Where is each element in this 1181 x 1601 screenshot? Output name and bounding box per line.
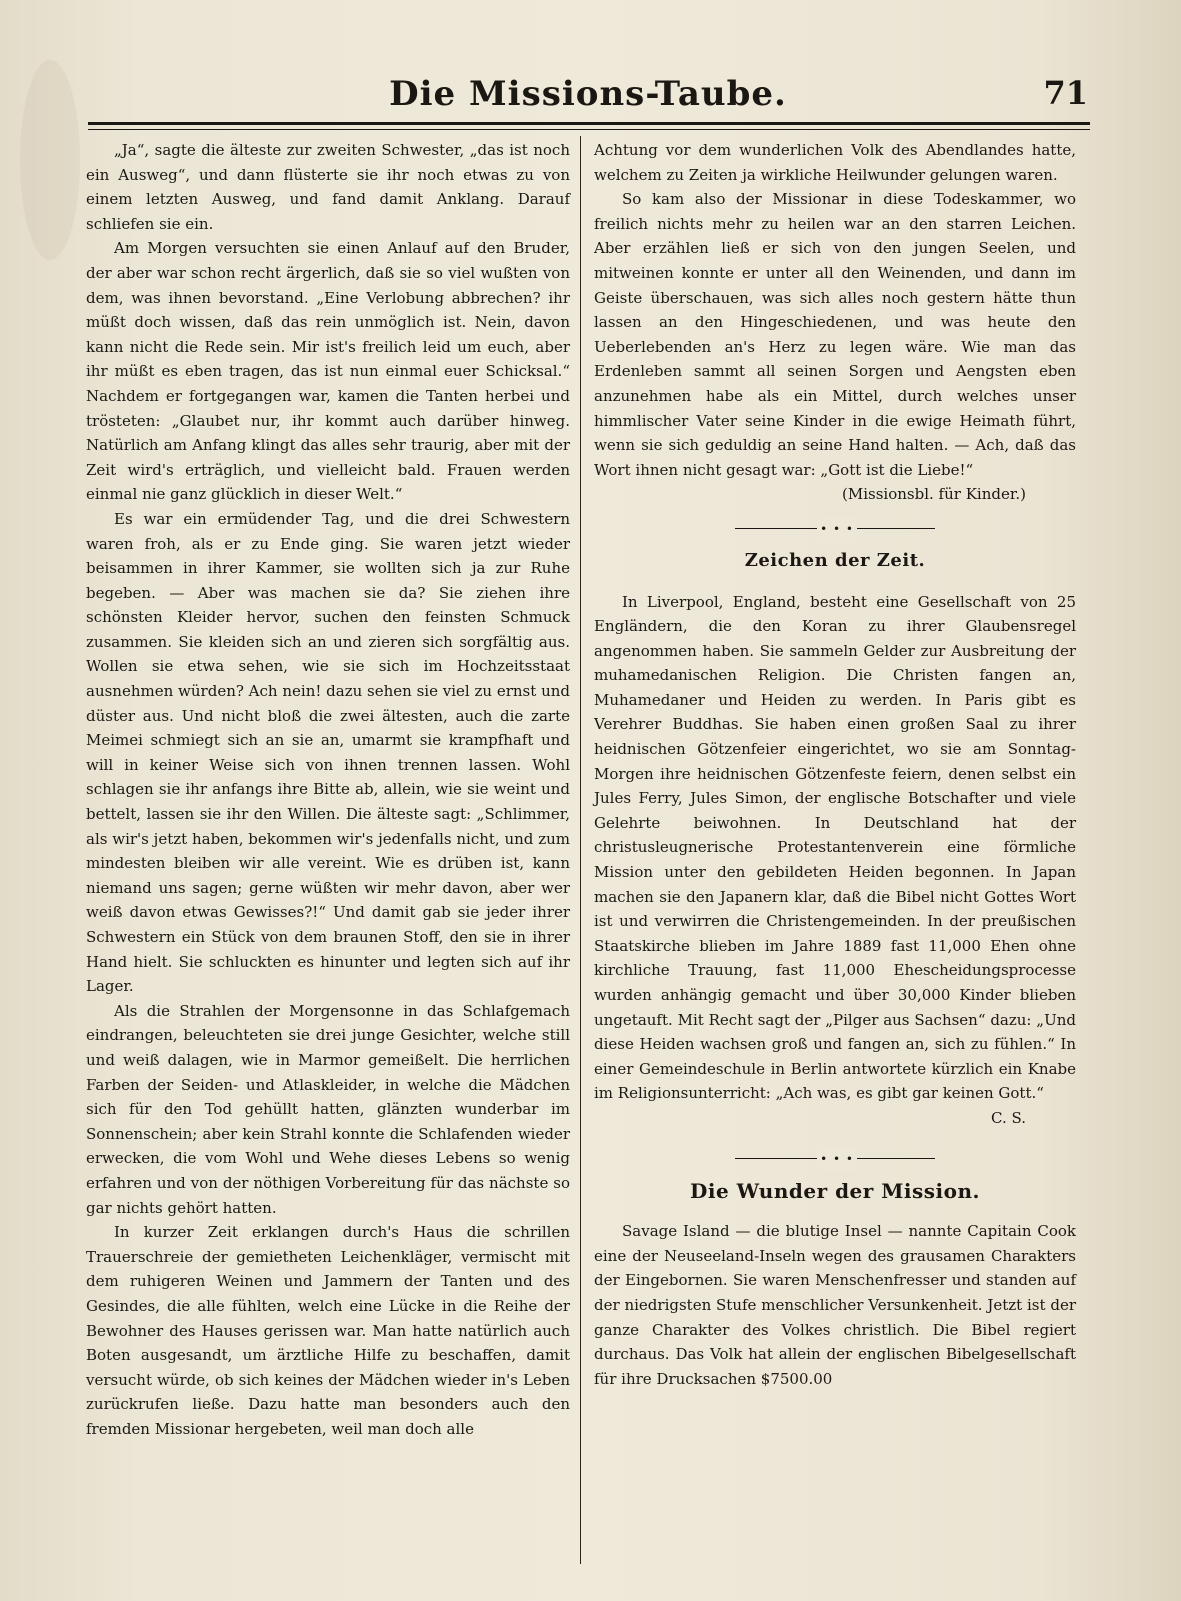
section-ornament xyxy=(735,515,935,543)
ornament-dots: • • • xyxy=(817,517,857,542)
paragraph: Savage Island — die blutige Insel — nannte Capitain Cook eine der Neuseeland-Inseln wegen des grausamen Charakters der Eingebornen. Sie waren Menschenfresser und standen auf der niedrigsten Stufe menschlicher Versunkenheit. Jetzt ist der ganze Charakter des Volkes christlich. Die Bibel regiert durchaus. Das Volk hat allein der englischen Bibelgesellschaft für ihre Drucksachen $7500.00 xyxy=(594,1222,1076,1388)
left-column xyxy=(86,138,570,1441)
section-heading: Die Wunder der Mission. xyxy=(690,1178,980,1203)
paragraph: In kurzer Zeit erklangen durch's Haus die schrillen Trauerschreie der gemietheten Leichenkläger, vermischt mit dem ruhigeren Weinen und Jammern der Tanten und des Gesindes, die alle fühlten, welch eine Lücke in die Reihe der Bewohner des Hauses gerissen war. Man hatte natürlich auch Boten ausgesandt, um ärztliche Hilfe zu beschaffen, damit versucht würde, ob sich keines der Mädchen wieder in's Leben zurückrufen ließe. Dazu hatte man besonders auch den fremden Missionar hergebeten, weil man doch alle xyxy=(86,1223,570,1438)
right-column xyxy=(594,138,1076,1391)
section-heading: Zeichen der Zeit. xyxy=(744,549,926,571)
page-number: 71 xyxy=(1043,74,1088,112)
paper-stain xyxy=(20,60,80,260)
paragraph: So kam also der Missionar in diese Todeskammer, wo freilich nichts mehr zu heilen war an den starren Leichen. Aber erzählen ließ er sich von den jungen Seelen, und mitweinen konnte er unter all den Weinenden, und dann im Geiste überschauen, was sich alles noch gestern hätte thun lassen an den Hingeschiedenen, und was heute den Ueberlebenden an's Herz zu legen wäre. Wie man das Erdenleben sammt all seinen Sorgen und Aengsten eben anzunehmen habe als ein Mittel, durch welches unser himmlischer Vater seine Kinder in die ewige Heimath führt, wenn sie sich geduldig an seine Hand halten. — Ach, daß das Wort ihnen nicht gesagt war: „Gott ist die Liebe!“ xyxy=(594,190,1076,479)
source-attribution: (Missionsbl. für Kinder.) xyxy=(842,485,1026,504)
column-divider xyxy=(580,136,581,1564)
author-initials: C. S. xyxy=(991,1108,1026,1127)
section-ornament xyxy=(735,1145,935,1173)
header-rule-thick xyxy=(88,122,1090,125)
page-header xyxy=(88,66,1088,122)
paragraph: „Ja“, sagte die älteste zur zweiten Schwester, „das ist noch ein Ausweg“, und dann flüsterte sie ihr noch etwas zu von einem letzten Ausweg, und fand damit Anklang. Darauf schliefen sie ein. xyxy=(86,141,570,233)
header-rule-thin xyxy=(88,129,1090,130)
paragraph: Als die Strahlen der Morgensonne in das Schlafgemach eindrangen, beleuchteten sie drei junge Gesichter, welche still und weiß dalagen, wie in Marmor gemeißelt. Die herrlichen Farben der Seiden- und Atlaskleider, in welche die Mädchen sich für den Tod gehüllt hatten, glänzten wunderbar im Sonnenschein; aber kein Strahl konnte die Schlafenden wieder erwecken, die vom Wohl und Wehe dieses Lebens so wenig erfahren und von der nöthigen Vorbereitung für das nächste so gar nichts gehört hatten. xyxy=(86,1001,570,1217)
paragraph: Es war ein ermüdender Tag, und die drei Schwestern waren froh, als er zu Ende ging. Sie waren jetzt wieder beisammen in ihrer Kammer, sie wollten sich ja zur Ruhe begeben. — Aber was machen sie da? Sie ziehen ihre schönsten Kleider hervor, suchen den feinsten Schmuck zusammen. Sie kleiden sich an und zieren sich sorgfältig aus. Wollen sie etwa sehen, wie sie sich im Hochzeitsstaat ausnehmen würden? Ach nein! dazu sehen sie viel zu ernst und düster aus. Und nicht bloß die zwei ältesten, auch die zarte Meimei schmiegt sich an sie an, umarmt sie krampfhaft und will in keiner Weise sich von ihnen trennen lassen. Wohl schlagen sie ihr anfangs ihre Bitte ab, allein, wie sie weint und bettelt, lassen sie ihr den Willen. Die älteste sagt: „Schlimmer, als wir's jetzt haben, bekommen wir's jedenfalls nicht, und zum mindesten bleiben wir alle vereint. Wie es drüben ist, kann niemand uns sagen; gerne wüßten wir mehr davon, aber wer weiß davon etwas Gewisses?!“ Und damit gab sie jeder ihrer Schwestern ein Stück von dem braunen Stoff, den sie in ihrer Hand hielt. Sie schluckten es hinunter und legten sich auf ihr Lager. xyxy=(86,509,570,996)
paragraph: In Liverpool, England, besteht eine Gesellschaft von 25 Engländern, die den Koran zu ihrer Glaubensregel angenommen haben. Sie sammeln Gelder zur Ausbreitung der muhamedanischen Religion. Die Christen fangen an, Muhamedaner und Heiden zu werden. In Paris gibt es Verehrer Buddhas. Sie haben einen großen Saal zu ihrer heidnischen Götzenfeier eingerichtet, wo sie am Sonntag-Morgen ihre heidnischen Götzenfeste feiern, denen selbst ein Jules Ferry, Jules Simon, der englische Botschafter und viele Gelehrte beiwohnen. In Deutschland hat der christusleugnerische Protestantenverein eine förmliche Mission unter den gebildeten Heiden begonnen. In Japan machen sie den Japanern klar, daß die Bibel nicht Gottes Wort ist und verwirren die Christengemeinden. In der preußischen Staatskirche blieben im Jahre 1889 fast 11,000 Ehen ohne kirchliche Trauung, fast 11,000 Ehescheidungsprocesse wurden anhängig gemacht und über 30,000 Kinder blieben ungetauft. Mit Recht sagt der „Pilger aus Sachsen“ dazu: „Und diese Heiden wachsen groß und fangen an, sich zu fühlen.“ In einer Gemeindeschule in Berlin antwortete kürzlich ein Knabe im Religionsunterricht: „Ach was, es gibt gar keinen Gott.“ xyxy=(594,592,1076,1103)
ornament-dots: • • • xyxy=(817,1147,857,1172)
masthead-title: Die Missions-Taube. xyxy=(389,74,787,114)
paragraph: Am Morgen versuchten sie einen Anlauf auf den Bruder, der aber war schon recht ärgerlich, daß sie so viel wußten von dem, was ihnen bevorstand. „Eine Verlobung abbrechen? ihr müßt doch wissen, daß das rein unmöglich ist. Nein, davon kann nicht die Rede sein. Mir ist's freilich leid um euch, aber ihr müßt es eben tragen, das ist nun einmal euer Schicksal.“ Nachdem er fortgegangen war, kamen die Tanten herbei und trösteten: „Glaubet nur, ihr kommt auch darüber hinweg. Natürlich am Anfang klingt das alles sehr traurig, aber mit der Zeit wird's erträglich, und vielleicht bald. Frauen werden einmal nie ganz glücklich in dieser Welt.“ xyxy=(86,239,570,504)
paragraph-continuation: Achtung vor dem wunderlichen Volk des Abendlandes hatte, welchem zu Zeiten ja wirkliche Heilwunder gelungen waren. xyxy=(594,141,1076,184)
